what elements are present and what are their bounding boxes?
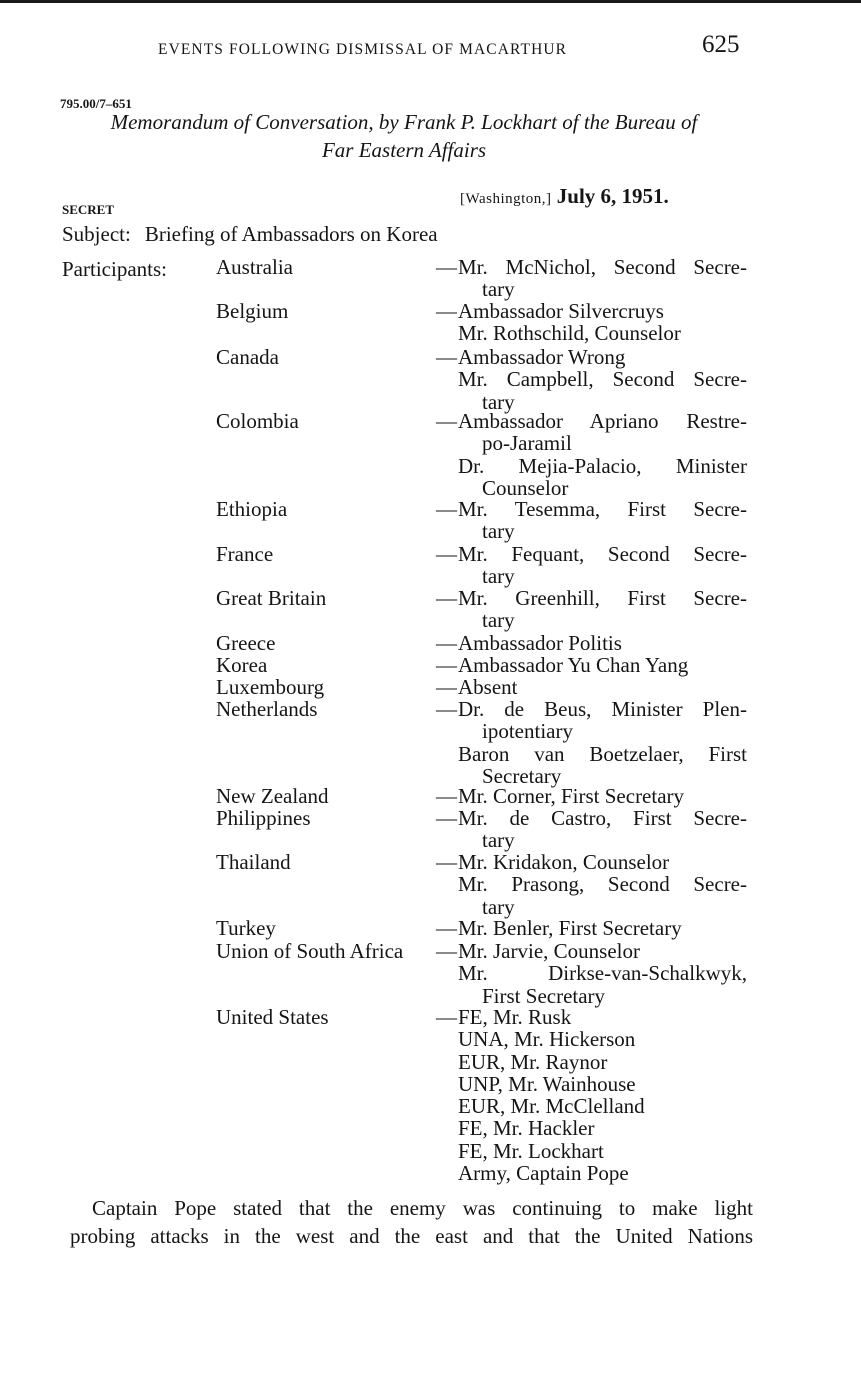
memo-title-line-2: Far Eastern Affairs (321, 138, 487, 162)
participant-entry-line: Mr. Prasong, Second Secre- (458, 872, 747, 897)
participant-entries (436, 256, 747, 301)
participant-entry (436, 543, 747, 588)
participant-entry-line: tary (482, 828, 515, 853)
participant-entry-line: EUR, Mr. Raynor (458, 1049, 608, 1074)
participant-entry (436, 873, 747, 918)
body-line-1: Captain Pope stated that the enemy was continuing to make light (92, 1196, 753, 1220)
participant-entry-line: — Mr. Greenhill, First Secre- (458, 586, 747, 610)
participants-label: Participants: (62, 257, 167, 281)
place: [Washington,] (460, 191, 552, 207)
participant-entry (436, 410, 747, 455)
participant-entry-line: FE, Mr. Hackler (458, 1116, 595, 1141)
participant-entry-line: tary (482, 564, 515, 589)
participant-entry (436, 785, 747, 807)
participant-entry-line: — Mr. McNichol, Second Secre- (458, 255, 747, 279)
participant-entry-line: Mr. Rothschild, Counselor (458, 321, 681, 346)
participant-country: Canada (216, 345, 279, 369)
participant-entry-line: UNP, Mr. Wainhouse (458, 1071, 636, 1096)
subject-text: Briefing of Ambassadors on Korea (144, 222, 438, 246)
participant-entry (436, 1095, 747, 1117)
participant-country: Philippines (216, 806, 311, 830)
participant-entry (436, 368, 747, 413)
participant-entry (436, 743, 747, 788)
date: July 6, 1951. (556, 184, 669, 208)
participant-entries (436, 851, 747, 918)
participant-country: Korea (216, 653, 268, 677)
participant-entry-line: — Absent (458, 675, 518, 699)
participant-country: Thailand (216, 850, 291, 874)
participant-entries (436, 632, 747, 654)
participant-entry-line: UNA, Mr. Hickerson (458, 1027, 636, 1052)
participant-entries (436, 346, 747, 413)
participant-country: Colombia (216, 409, 299, 433)
participant-entries (436, 807, 747, 852)
participant-entry (436, 917, 747, 939)
participant-entry (436, 1162, 747, 1184)
participant-entry-line: — Mr. Corner, First Secretary (458, 784, 685, 808)
participant-entry (436, 654, 747, 676)
participant-entries (436, 654, 747, 676)
classification-label: SECRET (62, 202, 115, 217)
participant-country: New Zealand (216, 784, 329, 808)
participant-country: Greece (216, 631, 276, 655)
participant-entry (436, 940, 747, 962)
subject-label: Subject: (62, 222, 131, 246)
participant-country: Ethiopia (216, 497, 288, 521)
participant-entry-line: — Ambassador Yu Chan Yang (458, 653, 689, 677)
participant-entry-line: Baron van Boetzelaer, First (458, 741, 747, 766)
participant-entry-line: — Mr. Benler, First Secretary (458, 916, 682, 940)
participant-entry-line: tary (482, 894, 515, 919)
participant-entry (436, 346, 747, 368)
participant-entry-line: — Ambassador Silvercruys (458, 299, 664, 323)
participant-entry-line: — Mr. Jarvie, Counselor (458, 939, 640, 963)
participant-entry-line: tary (482, 608, 515, 633)
participant-entry-line: tary (482, 389, 515, 414)
participant-entries (436, 676, 747, 698)
place-date (460, 184, 669, 209)
participant-entry-line: Secretary (482, 763, 562, 788)
participant-entry-line: Army, Captain Pope (458, 1161, 629, 1186)
participant-country: Australia (216, 255, 293, 279)
participant-country: Turkey (216, 916, 276, 940)
subject-line (62, 222, 438, 247)
participant-entries (436, 300, 747, 345)
participant-entry-line: — FE, Mr. Rusk (458, 1005, 572, 1029)
participant-entry (436, 1140, 747, 1162)
participant-entry (436, 1051, 747, 1073)
participant-entry (436, 256, 747, 301)
participant-entry (436, 698, 747, 743)
participant-country: Netherlands (216, 697, 318, 721)
file-number: 795.00/7–651 (60, 96, 132, 111)
participant-entry-line: — Ambassador Politis (458, 631, 622, 655)
participant-entry (436, 455, 747, 500)
participant-country: Great Britain (216, 586, 327, 610)
participant-entry (436, 498, 747, 543)
participant-entries (436, 698, 747, 787)
page-number: 625 (702, 31, 740, 58)
participant-entry (436, 632, 747, 654)
running-head: EVENTS FOLLOWING DISMISSAL OF MACARTHUR (158, 41, 568, 58)
participant-entry-line: — Mr. Tesemma, First Secre- (458, 497, 747, 521)
participant-entry-line: Mr. Dirkse-van-Schalkwyk, (458, 961, 747, 986)
participant-country: Union of South Africa (216, 939, 404, 963)
participant-entries (436, 498, 747, 543)
participant-entry-line: Dr. Mejia-Palacio, Minister (458, 453, 747, 478)
participant-entry (436, 807, 747, 852)
participant-entry-line: — Ambassador Wrong (458, 345, 626, 369)
participant-entry (436, 1073, 747, 1095)
participant-entry-line: — Mr. Kridakon, Counselor (458, 850, 670, 874)
participant-entry-line: EUR, Mr. McClelland (458, 1094, 645, 1119)
participant-entries (436, 410, 747, 499)
memo-title (60, 108, 748, 164)
body-line-2: probing attacks in the west and the east and that the United Nations (70, 1224, 753, 1248)
participant-entry-line: — Mr. Fequant, Second Secre- (458, 542, 747, 566)
top-rule (0, 0, 861, 3)
participant-entry (436, 1006, 747, 1028)
participant-entries (436, 917, 747, 939)
participant-entry-line: Mr. Campbell, Second Secre- (458, 367, 747, 392)
participant-entry-line: ipotentiary (482, 719, 573, 744)
participant-entries (436, 785, 747, 807)
body-paragraph (70, 1194, 753, 1250)
participant-entries (436, 543, 747, 588)
participant-entry (436, 300, 747, 322)
participant-entries (436, 1006, 747, 1184)
participant-entries (436, 940, 747, 1007)
participant-country: Belgium (216, 299, 289, 323)
participant-entry-line: tary (482, 277, 515, 302)
participant-country: France (216, 542, 274, 566)
participant-entry-line: — Dr. de Beus, Minister Plen- (458, 697, 747, 721)
participant-entry-line: FE, Mr. Lockhart (458, 1138, 604, 1163)
participant-entry (436, 851, 747, 873)
participant-entry-line: — Mr. de Castro, First Secre- (458, 806, 747, 830)
participant-entry-line: — Ambassador Apriano Restre- (458, 409, 747, 433)
participant-country: United States (216, 1005, 329, 1029)
participant-entry-line: Counselor (482, 475, 569, 500)
participant-entry-line: First Secretary (482, 983, 606, 1008)
participant-entry (436, 1117, 747, 1139)
participant-entry-line: po-Jaramil (482, 431, 572, 456)
participant-entry (436, 322, 747, 344)
participant-entry (436, 1028, 747, 1050)
participant-entry (436, 676, 747, 698)
participant-entry (436, 587, 747, 632)
participant-entry (436, 962, 747, 1007)
participant-entry-line: tary (482, 519, 515, 544)
participant-entries (436, 587, 747, 632)
participant-country: Luxembourg (216, 675, 325, 699)
memo-title-line-1: Memorandum of Conversation, by Frank P. Lockhart of the Bureau of (110, 110, 698, 134)
